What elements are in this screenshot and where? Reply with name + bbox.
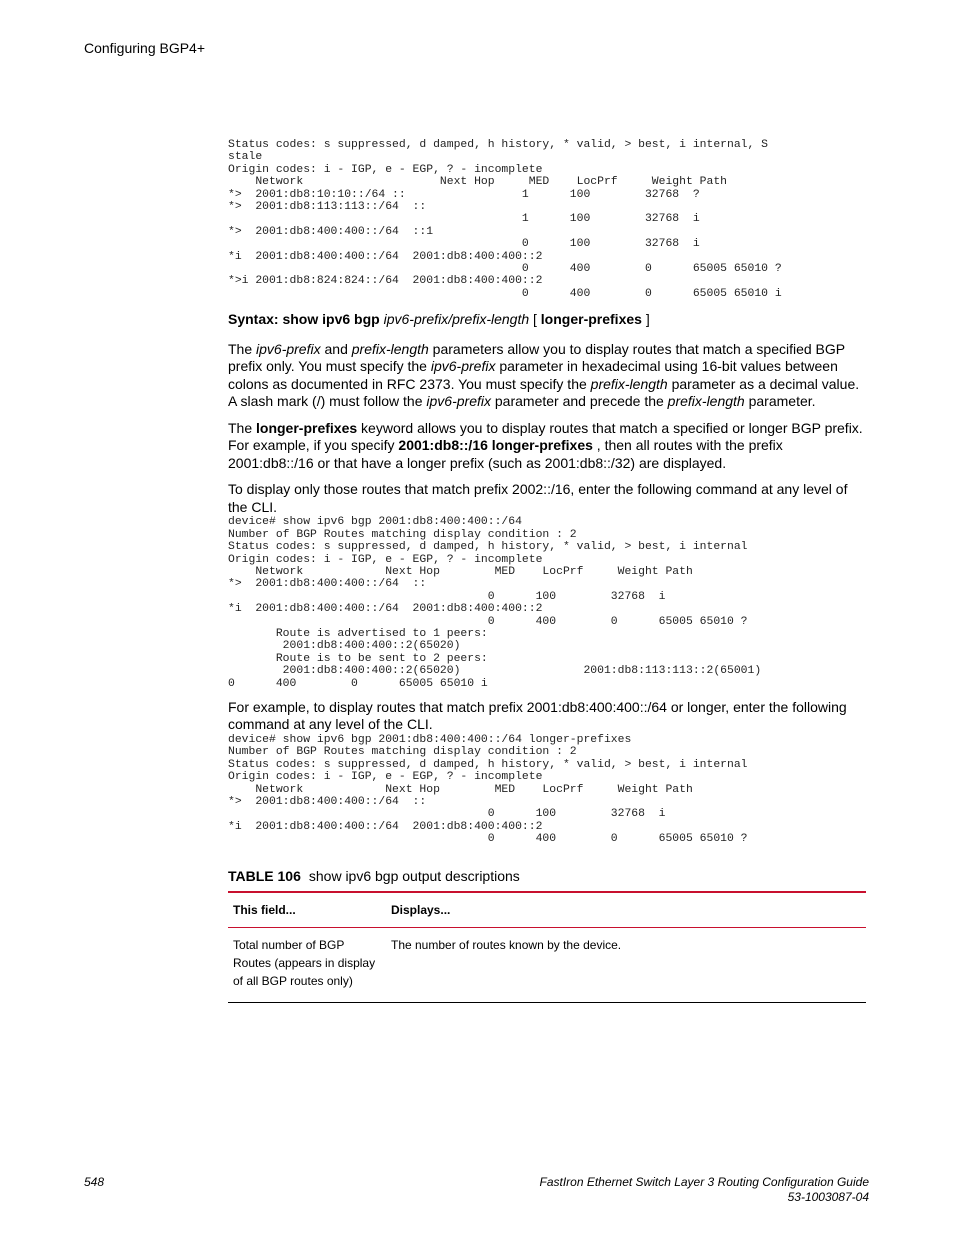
table-header-row (228, 892, 866, 928)
syntax-bracket-close: ] (645, 311, 650, 328)
column-header-displays: Displays... (391, 902, 451, 917)
output-description-table (228, 891, 866, 1003)
table-caption-label: TABLE 106 (228, 867, 301, 884)
paragraph-display-example: To display only those routes that match prefix 2002::/16, enter the following command at any level of the CLI. (228, 481, 848, 515)
code-block-show-ipv6-bgp: Status codes: s suppressed, d damped, h history, * valid, > best, i internal, S stale Origin codes: i - IGP, e - EGP, ? - incomplete Network Next Hop MED LocPrf Weight Path *> 2001:db8:10:10::/64 :: 1 100 32768 ? *> 2001:db8:113:113::/64 :: 1 100 32768 i *> 2001:db8:400:400::/64 ::1 0 100 32768 i *i 2001:db8:400:400::/64 2001:db8:400:400::2 0 400 0 65005 65010 ? *>i 2001:db8:824:824::/64 2001:db8:400:400::2 0 400 0 65005 65010 i (228, 139, 782, 300)
column-header-field: This field... (233, 902, 296, 917)
table-cell-description: The number of routes known by the device. (391, 937, 622, 952)
running-header: Configuring BGP4+ (84, 40, 206, 56)
syntax-separator: / (448, 311, 453, 328)
footer-doc-title: FastIron Ethernet Switch Layer 3 Routing Configuration Guide (539, 1175, 869, 1189)
code-block-prefix-example: device# show ipv6 bgp 2001:db8:400:400::/64 Number of BGP Routes matching display condition : 2 Status codes: s suppressed, d damped, h history, * valid, > best, i internal Origin codes: i - IGP, e - EGP, ? - incomplete Network Next Hop MED LocPrf Weight Path *> 2001:db8:400:400::/64 :: 0 100 32768 i *i 2001:db8:400:400::/64 2001:db8:400:400::2 0 400 0 65005 65010 ? Route is advertised to 1 peers: 2001:db8:400:400::2(65020) Route is to be sent to 2 peers: 2001:db8:400:400::2(65020) 2001:db8:113:113::2(65001) 0 400 0 65005 65010 i (228, 516, 762, 690)
syntax-option: longer-prefixes (540, 311, 642, 328)
table-caption-text: show ipv6 bgp output descriptions (308, 867, 520, 884)
table-cell-field: Total number of BGP Routes (appears in display of all BGP routes only) (233, 937, 376, 988)
page-content (228, 139, 868, 1003)
paragraph-longer-example: For example, to display routes that match prefix 2001:db8:400:400::/64 or longer, enter the following command at any level of the CLI. (228, 698, 847, 733)
syntax-param-prefix: ipv6-prefix (383, 311, 449, 328)
syntax-line (228, 311, 868, 329)
footer-doc-number: 53-1003087-04 (787, 1190, 869, 1204)
page-number: 548 (84, 1175, 105, 1189)
syntax-bracket-open: [ (533, 311, 537, 328)
footer-doc-info (539, 1175, 869, 1205)
syntax-param-length: prefix-length (452, 311, 530, 328)
paragraph-longer-prefixes: The longer-prefixes keyword allows you to display routes that match a specified or longer BGP prefix. For example, if you specify 2001:db8::/16 longer-prefixes , then all routes with the prefix 2001:db8::/16 or that have a longer prefix (such as 2001:db8::/32) are displayed. (228, 419, 863, 471)
code-block-longer-prefixes: device# show ipv6 bgp 2001:db8:400:400::/64 longer-prefixes Number of BGP Routes matching display condition : 2 Status codes: s suppressed, d damped, h history, * valid, > best, i internal Origin codes: i - IGP, e - EGP, ? - incomplete Network Next Hop MED LocPrf Weight Path *> 2001:db8:400:400::/64 :: 0 100 32768 i *i 2001:db8:400:400::/64 2001:db8:400:400::2 0 400 0 65005 65010 ? (228, 733, 748, 846)
syntax-label: Syntax: show ipv6 bgp (228, 311, 380, 328)
table-caption (228, 868, 868, 884)
paragraph-parameters: The ipv6-prefix and prefix-length parameters allow you to display routes that match a specified BGP prefix only. You must specify the ipv6-prefix parameter in hexadecimal using 16-bit values between colons as documented in RFC 2373. You must specify the prefix-length parameter as a decimal value. A slash mark (/) must follow the ipv6-prefix parameter and precede the prefix-length parameter. (228, 340, 860, 410)
table-row (228, 927, 866, 1002)
